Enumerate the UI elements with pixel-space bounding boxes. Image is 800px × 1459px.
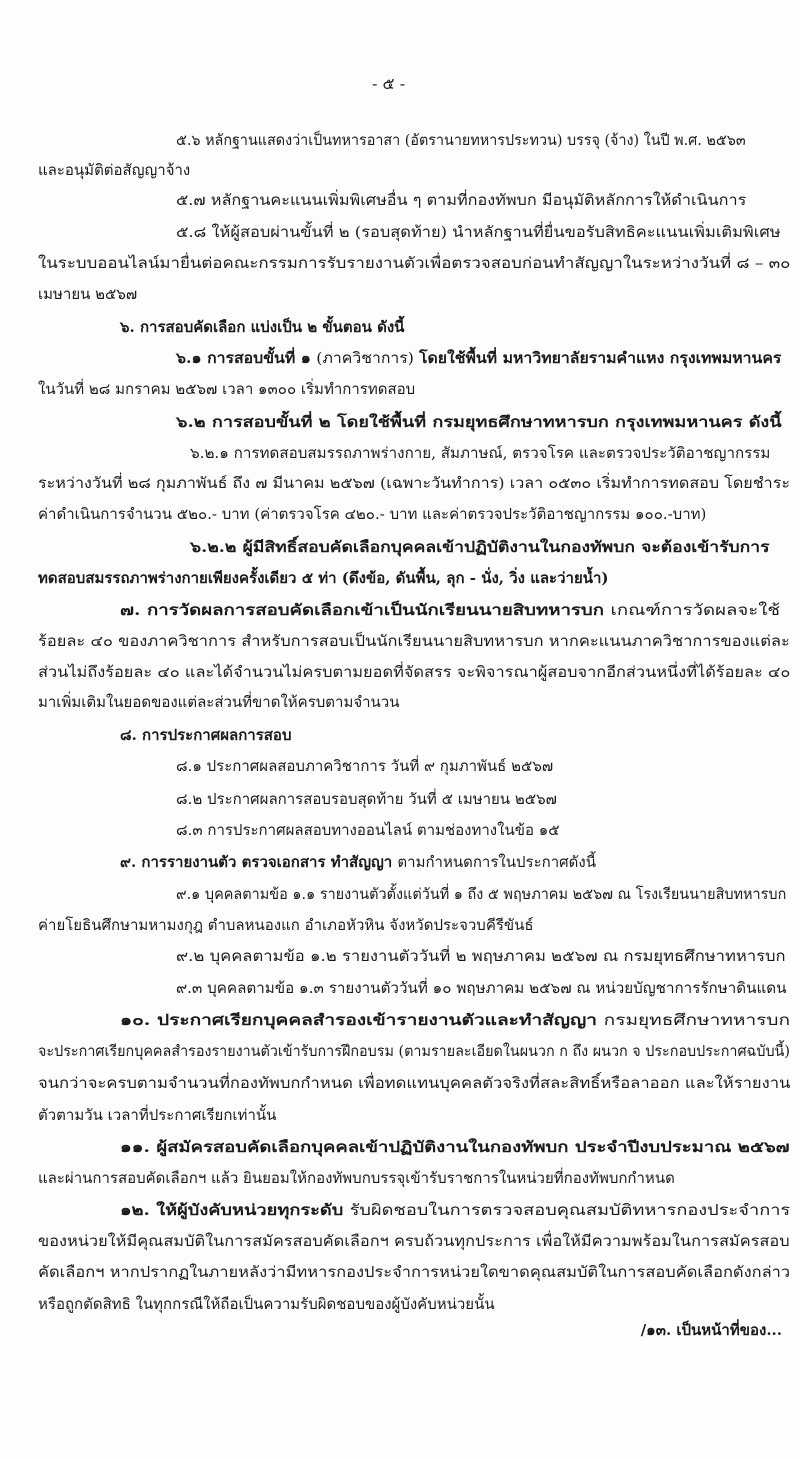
text-line [38,662,790,682]
text-line [38,1231,790,1251]
text: ค่ายโยธินศึกษามหามงกุฎ ตำบลหนองแก อำเภอหัวหิน จังหวัดประจวบคีรีขันธ์ [38,916,534,934]
text: ๕.๖ หลักฐานแสดงว่าเป็นทหารอาสา (อัตรานายทหารประทวน) บรรจุ (จ้าง) ในปี พ.ศ. ๒๕๖๓ [176,131,746,149]
text: และผ่านการสอบคัดเลือกฯ แล้ว ยินยอมให้กองทัพบกบรรจุเข้ารับราชการในหน่วยที่กองทัพบกกำหนด [38,1169,675,1187]
bold-text: ๖.๒.๒ ผู้มีสิทธิ์สอบคัดเลือกบุคคลเข้าปฏิบัติงานในกองทัพบก จะต้องเข้ารับการ [190,538,770,556]
text: คัดเลือกฯ หากปรากฏในภายหลังว่ามีทหารกองประจำการหน่วยใดขาดคุณสมบัติในการสอบคัดเลือกดังกล่าว [38,1263,791,1281]
text-line [38,504,706,524]
text-line [38,631,790,651]
text: ๙.๒ บุคคลตามข้อ ๑.๒ รายงานตัววันที่ ๒ พฤษภาคม ๒๕๖๗ ณ กรมยุทธศึกษาทหารบก [176,947,786,965]
text: ๘.๒ ประกาศผลการสอบรอบสุดท้าย วันที่ ๕ เมษายน ๒๕๖๗ [176,790,557,808]
bold-text: ๘. การประกาศผลการสอบ [120,726,292,744]
text: จนกว่าจะครบตามจำนวนที่กองทัพบกกำหนด เพื่อทดแทนบุคคลตัวจริงที่สละสิทธิ์หรือลาออก และให้รายงาน [38,1074,791,1092]
text: ร้อยละ ๔๐ ของภาควิชาการ สำหรับการสอบเป็นนักเรียนนายสิบทหารบก หากคะแนนภาควิชาการของแต่ละ [38,632,790,650]
text-line [176,190,746,210]
text: รับผิดชอบในการตรวจสอบคุณสมบัติทหารกองประจำการ [349,1201,791,1219]
text: ๖.๒.๑ การทดสอบสมรรถภาพร่างกาย, สัมภาษณ์, ตรวจโรค และตรวจประวัติอาชญากรรม [190,444,771,462]
text-line [190,537,770,557]
text: ค่าดำเนินการจำนวน ๕๒๐.- บาท (ค่าตรวจโรค ๔๒๐.- บาท และค่าตรวจประวัติอาชญากรรม ๑๐๐.-บาท) [38,505,707,523]
bold-text: ๖. การสอบคัดเลือก แบ่งเป็น ๒ ขั้นตอน ดังนี้ [120,318,405,336]
text-line [38,253,790,273]
text-line [38,1294,495,1314]
text-line [38,379,415,399]
text: ๕.๗ หลักฐานคะแนนเพิ่มพิเศษอื่น ๆ ตามที่กองทัพบก มีอนุมัติหลักการให้ดำเนินการ [176,191,747,209]
text-line [120,1010,790,1030]
bold-text: ๑๒. ให้ผู้บังคับหน่วยทุกระดับ [120,1201,350,1219]
text: เมษายน ๒๕๖๗ [38,285,138,303]
bold-text: ๑๑. ผู้สมัครสอบคัดเลือกบุคคลเข้าปฏิบัติงานในกองทัพบก ประจำปีงบประมาณ ๒๕๖๗ [120,1138,790,1156]
text-line [38,473,790,493]
text-line [120,317,404,337]
text-line [176,789,557,809]
text: ส่วนไม่ถึงร้อยละ ๔๐ และได้จำนวนไม่ครบตามยอดที่จัดสรร จะพิจารณาผู้สอบจากอีกส่วนหนึ่งที่ได้ร้อยละ ๔๐ [38,663,791,681]
text: ๘.๓ การประกาศผลสอบทางออนไลน์ ตามช่องทางในข้อ ๑๕ [176,821,560,839]
text: ตามกำหนดการในประกาศดังนี้ [397,853,596,871]
text: กรมยุทธศึกษาทหารบก [603,1011,791,1029]
text: ตัวตามวัน เวลาที่ประกาศเรียกเท่านั้น [38,1106,277,1124]
text-line [176,884,786,904]
text-line [38,1073,790,1093]
text-line [176,222,781,242]
bold-text: โดยใช้พื้นที่ มหาวิทยาลัยรามคำแหง กรุงเทพมหานคร [418,349,782,367]
text-line [120,852,596,872]
bold-text: ๖.๑ การสอบขั้นที่ ๑ [176,349,317,367]
text: ๙.๓ บุคคลตามข้อ ๑.๓ รายงานตัววันที่ ๑๐ พฤษภาคม ๒๕๖๗ ณ หน่วยบัญชาการรักษาดินแดน [176,979,787,997]
text-line [120,1137,790,1157]
text: ๕.๘ ให้ผู้สอบผ่านขั้นที่ ๒ (รอบสุดท้าย) นำหลักฐานที่ยื่นขอรับสิทธิคะแนนเพิ่มเติมพิเศษ [176,223,781,241]
text-line [190,443,770,463]
text-line [38,692,400,712]
page-number: - ๕ - [372,74,406,93]
text: ๙.๑ บุคคลตามข้อ ๑.๑ รายงานตัวตั้งแต่วันที่ ๑ ถึง ๕ พฤษภาคม ๒๕๖๗ ณ โรงเรียนนายสิบทหารบก [176,885,787,903]
text-line [176,820,560,840]
text-line [38,284,137,304]
text-line [38,568,609,588]
text-line [38,1105,276,1125]
text-line [176,348,781,368]
text: หรือถูกตัดสิทธิ ในทุกกรณีให้ถือเป็นความรับผิดชอบของผู้บังคับหน่วยนั้น [38,1295,495,1313]
text: มาเพิ่มเติมในยอดของแต่ละส่วนที่ขาดให้ครบตามจำนวน [38,693,400,711]
bold-text: ๑๐. ประกาศเรียกบุคคลสำรองเข้ารายงานตัวและทำสัญญา [120,1011,604,1029]
text-line [38,1168,675,1188]
text: จะประกาศเรียกบุคคลสำรองรายงานตัวเข้ารับการฝึกอบรม (ตามรายละเอียดในผนวก ก ถึง ผนวก จ ประกอบประกาศฉบับนี้) [38,1042,790,1060]
text-line [38,1262,790,1282]
text-line [176,756,553,776]
text: ในวันที่ ๒๘ มกราคม ๒๕๖๗ เวลา ๑๓๐๐ เริ่มทำการทดสอบ [38,380,416,398]
text: ในระบบออนไลน์มายื่นต่อคณะกรรมการรับรายงานตัวเพื่อตรวจสอบก่อนทำสัญญาในระหว่างวันที่ ๘ – ๓๐ [38,254,791,272]
text-line [176,946,786,966]
text-line [176,130,746,150]
text-line [38,160,190,180]
text: เกณฑ์การวัดผลจะใช้ [610,601,780,619]
text: ระหว่างวันที่ ๒๘ กุมภาพันธ์ ถึง ๗ มีนาคม ๒๕๖๗ (เฉพาะวันทำการ) เวลา ๐๕๓๐ เริ่มทำการทดสอบ โดยชำระ [38,474,791,492]
text-line [176,412,782,432]
text-line [120,600,780,620]
continuation-marker: /๑๓. เป็นหน้าที่ของ... [640,1321,782,1339]
text: และอนุมัติต่อสัญญาจ้าง [38,161,191,179]
text-line [176,978,786,998]
bold-text: ทดสอบสมรรถภาพร่างกายเพียงครั้งเดียว ๕ ท่า (ดึงข้อ, ดันพื้น, ลุก - นั่ง, วิ่ง และว่ายน้ำ) [38,569,609,587]
bold-text: ๖.๒ การสอบขั้นที่ ๒ โดยใช้พื้นที่ กรมยุทธศึกษาทหารบก กรุงเทพมหานคร ดังนี้ [176,413,782,431]
text-line [38,1041,790,1061]
bold-text: ๙. การรายงานตัว ตรวจเอกสาร ทำสัญญา [120,853,398,871]
text-line [38,915,534,935]
text: ๘.๑ ประกาศผลสอบภาควิชาการ วันที่ ๙ กุมภาพันธ์ ๒๕๖๗ [176,757,554,775]
text: (ภาควิชาการ) [316,349,419,367]
bold-text: ๗. การวัดผลการสอบคัดเลือกเข้าเป็นนักเรียนนายสิบทหารบก [120,601,611,619]
text: ของหน่วยให้มีคุณสมบัติในการสมัครสอบคัดเลือกฯ ครบถ้วนทุกประการ เพื่อให้มีความพร้อมในการสมัครสอบ [38,1232,790,1250]
text-line [120,1200,790,1220]
text-line [120,725,291,745]
